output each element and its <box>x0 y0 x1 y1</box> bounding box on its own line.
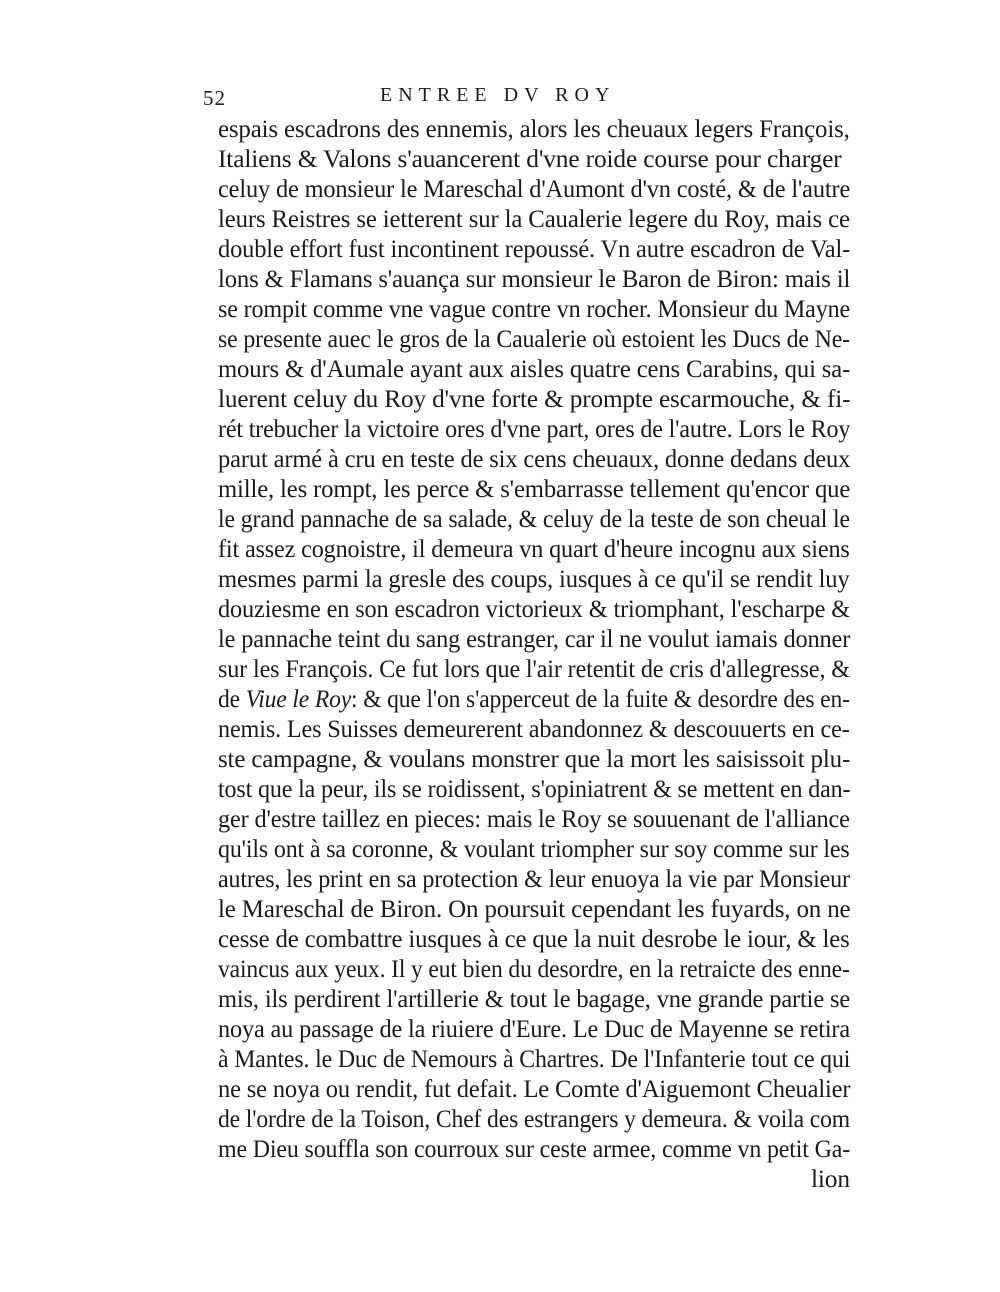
text-line: mille, les rompt, les perce & s'embarrasse tellement qu'encor que <box>218 475 851 503</box>
text-line: mours & d'Aumale ayant aux aisles quatre cens Carabins, qui sa- <box>218 355 851 383</box>
text-line: douziesme en son escadron victorieux & triomphant, l'escharpe & <box>218 595 851 623</box>
text-line: leurs Reistres se ietterent sur la Caualerie legere du Roy, mais ce <box>218 205 850 233</box>
text-line: ne se noya ou rendit, fut defait. Le Comte d'Aiguemont Cheualier <box>218 1075 851 1103</box>
page-number: 52 <box>203 86 226 110</box>
text-line: mesmes parmi la gresle des coups, iusques à ce qu'il se rendit luy <box>218 565 850 593</box>
text-line: parut armé à cru en teste de six cens cheuaux, donne dedans deux <box>218 445 851 473</box>
text-line: tost que la peur, ils se roidissent, s'opiniatrent & se mettent en dan- <box>218 775 851 803</box>
text-line: de l'ordre de la Toison, Chef des estrangers y demeura. & voila com <box>218 1105 851 1133</box>
catchword: lion <box>811 1165 850 1193</box>
text-line: Italiens & Valons s'auancerent d'vne roide course pour charger <box>218 145 842 173</box>
text-segment: : & que l'on s'apperceut de la fuite & desordre des en- <box>351 685 850 713</box>
text-line: celuy de monsieur le Mareschal d'Aumont d'vn costé, & de l'autre <box>218 175 851 203</box>
text-line: se presente auec le gros de la Caualerie où estoient les Ducs de Ne- <box>218 325 850 353</box>
text-line: mis, ils perdirent l'artillerie & tout le bagage, vne grande partie se <box>218 985 851 1013</box>
text-line: se rompit comme vne vague contre vn rocher. Monsieur du Mayne <box>218 295 851 323</box>
text-line: luerent celuy du Roy d'vne forte & prompte escarmouche, & fi- <box>218 385 851 413</box>
text-line: cesse de combattre iusques à ce que la nuit desrobe le iour, & les <box>218 925 850 953</box>
text-line: le pannache teint du sang estranger, car il ne voulut iamais donner <box>218 625 851 653</box>
running-head: ENTREE DV ROY <box>380 84 616 106</box>
text-line: ger d'estre taillez en pieces: mais le Roy se souuenant de l'alliance <box>218 805 850 833</box>
text-line: qu'ils ont à sa coronne, & voulant triompher sur soy comme sur les <box>218 835 850 863</box>
text-line: le Mareschal de Biron. On poursuit cependant les fuyards, on ne <box>218 895 851 923</box>
italic-phrase: Viue le Roy <box>245 685 352 713</box>
text-line: lons & Flamans s'auança sur monsieur le Baron de Biron: mais il <box>218 265 851 293</box>
text-line: ste campagne, & voulans monstrer que la mort les saisissoit plu- <box>218 745 851 773</box>
text-segment: de <box>218 685 246 713</box>
text-line: noya au passage de la riuiere d'Eure. Le Duc de Mayenne se retira <box>218 1015 851 1043</box>
text-line: autres, les print en sa protection & leur enuoya la vie par Monsieur <box>218 865 850 893</box>
text-line: double effort fust incontinent repoussé. Vn autre escadron de Val- <box>218 235 851 263</box>
text-line <box>218 684 850 714</box>
text-line: à Mantes. le Duc de Nemours à Chartres. De l'Infanterie tout ce qui <box>218 1045 851 1073</box>
text-line: rét trebucher la victoire ores d'vne part, ores de l'autre. Lors le Roy <box>218 415 851 443</box>
text-line: nemis. Les Suisses demeurerent abandonnez & descouuerts en ce- <box>218 715 850 743</box>
text-line: espais escadrons des ennemis, alors les cheuaux legers François, <box>218 115 850 143</box>
text-line: fit assez cognoistre, il demeura vn quart d'heure incognu aux siens <box>218 535 850 563</box>
text-line: le grand pannache de sa salade, & celuy de la teste de son cheual le <box>218 505 850 533</box>
text-line: vaincus aux yeux. Il y eut bien du desordre, en la retraicte des enne- <box>218 955 850 983</box>
text-line: me Dieu souffla son courroux sur ceste armee, comme vn petit Ga- <box>218 1135 851 1163</box>
text-line: sur les François. Ce fut lors que l'air retentit de cris d'allegresse, & <box>218 655 850 683</box>
